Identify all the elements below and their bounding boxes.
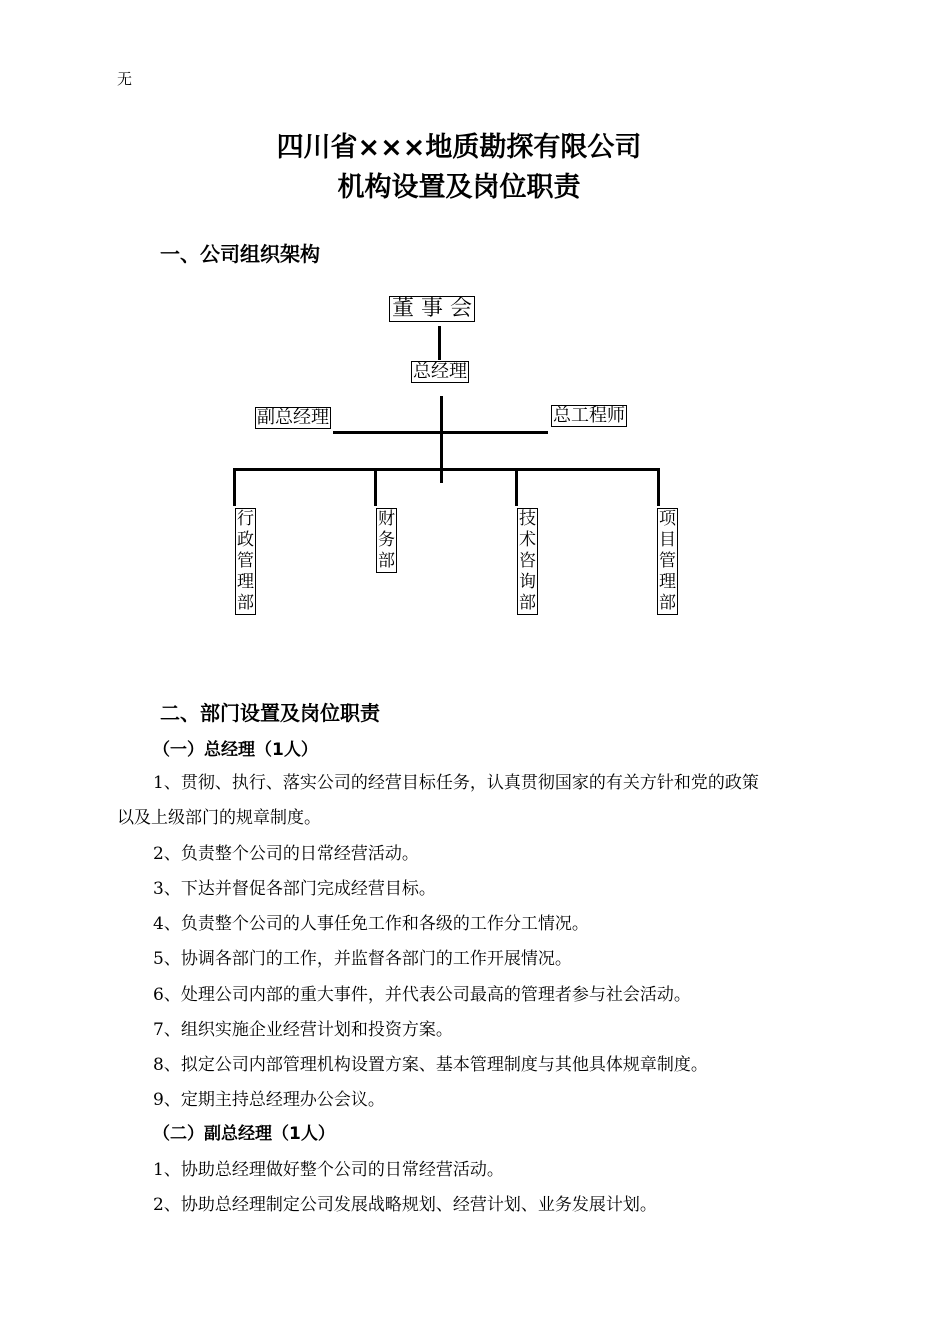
deputy-duty-line: 2、协助总经理制定公司发展战略规划、经营计划、业务发展计划。 xyxy=(153,1195,657,1215)
org-connector-deputies xyxy=(333,431,548,434)
dept-char: 部 xyxy=(378,551,395,571)
header-note: 无 xyxy=(117,70,133,88)
org-drop-1 xyxy=(233,468,236,506)
gm-duty-line: 8、拟定公司内部管理机构设置方案、基本管理制度与其他具体规章制度。 xyxy=(153,1055,708,1075)
gm-duty-line: 以及上级部门的规章制度。 xyxy=(117,808,321,828)
document-title-line1: 四川省×××地质勘探有限公司 xyxy=(276,132,642,163)
gm-duty-line: 9、定期主持总经理办公会议。 xyxy=(153,1090,385,1110)
org-gm: 总经理 xyxy=(413,361,467,382)
gm-duty-line: 4、负责整个公司的人事任免工作和各级的工作分工情况。 xyxy=(153,914,589,934)
dept-char: 行 xyxy=(237,509,254,529)
org-drop-2 xyxy=(374,468,377,506)
org-drop-4 xyxy=(657,468,660,506)
org-chief-engineer: 总工程师 xyxy=(553,405,625,426)
org-drop-3 xyxy=(515,468,518,506)
dept-char: 技 xyxy=(519,509,536,529)
dept-char: 询 xyxy=(519,572,536,592)
org-connector-departments xyxy=(233,468,660,471)
org-dept-finance xyxy=(376,508,397,573)
subsection-deputy-heading: （二）副总经理（1人） xyxy=(153,1124,335,1144)
dept-char: 理 xyxy=(659,572,676,592)
gm-duty-line: 2、负责整个公司的日常经营活动。 xyxy=(153,844,419,864)
document-title-line2: 机构设置及岗位职责 xyxy=(337,172,581,203)
section1-heading: 一、公司组织架构 xyxy=(160,242,320,266)
org-dept-project-mgmt xyxy=(657,508,678,615)
gm-duty-line: 5、协调各部门的工作，并监督各部门的工作开展情况。 xyxy=(153,949,572,969)
dept-char: 财 xyxy=(378,509,395,529)
dept-char: 咨 xyxy=(519,551,536,571)
gm-duty-line: 1、贯彻、执行、落实公司的经营目标任务，认真贯彻国家的有关方针和党的政策 xyxy=(153,773,759,793)
gm-duty-line: 3、下达并督促各部门完成经营目标。 xyxy=(153,879,436,899)
gm-duty-line: 7、组织实施企业经营计划和投资方案。 xyxy=(153,1020,453,1040)
org-dept-tech-consulting xyxy=(517,508,538,615)
gm-duty-line: 6、处理公司内部的重大事件，并代表公司最高的管理者参与社会活动。 xyxy=(153,985,691,1005)
dept-char: 政 xyxy=(237,530,254,550)
dept-char: 部 xyxy=(659,593,676,613)
dept-char: 项 xyxy=(659,509,676,529)
org-deputy-gm: 副总经理 xyxy=(257,407,329,428)
section2-heading: 二、部门设置及岗位职责 xyxy=(160,701,380,725)
dept-char: 部 xyxy=(237,593,254,613)
dept-char: 理 xyxy=(237,572,254,592)
org-board: 董 事 会 xyxy=(389,296,475,322)
dept-char: 务 xyxy=(378,530,395,550)
dept-char: 管 xyxy=(237,551,254,571)
subsection-gm-heading: （一）总经理（1人） xyxy=(153,740,318,760)
dept-char: 术 xyxy=(519,530,536,550)
dept-char: 目 xyxy=(659,530,676,550)
deputy-duty-line: 1、协助总经理做好整个公司的日常经营活动。 xyxy=(153,1160,504,1180)
org-dept-admin xyxy=(235,508,256,615)
dept-char: 部 xyxy=(519,593,536,613)
dept-char: 管 xyxy=(659,551,676,571)
org-connector-board-gm xyxy=(438,326,441,360)
